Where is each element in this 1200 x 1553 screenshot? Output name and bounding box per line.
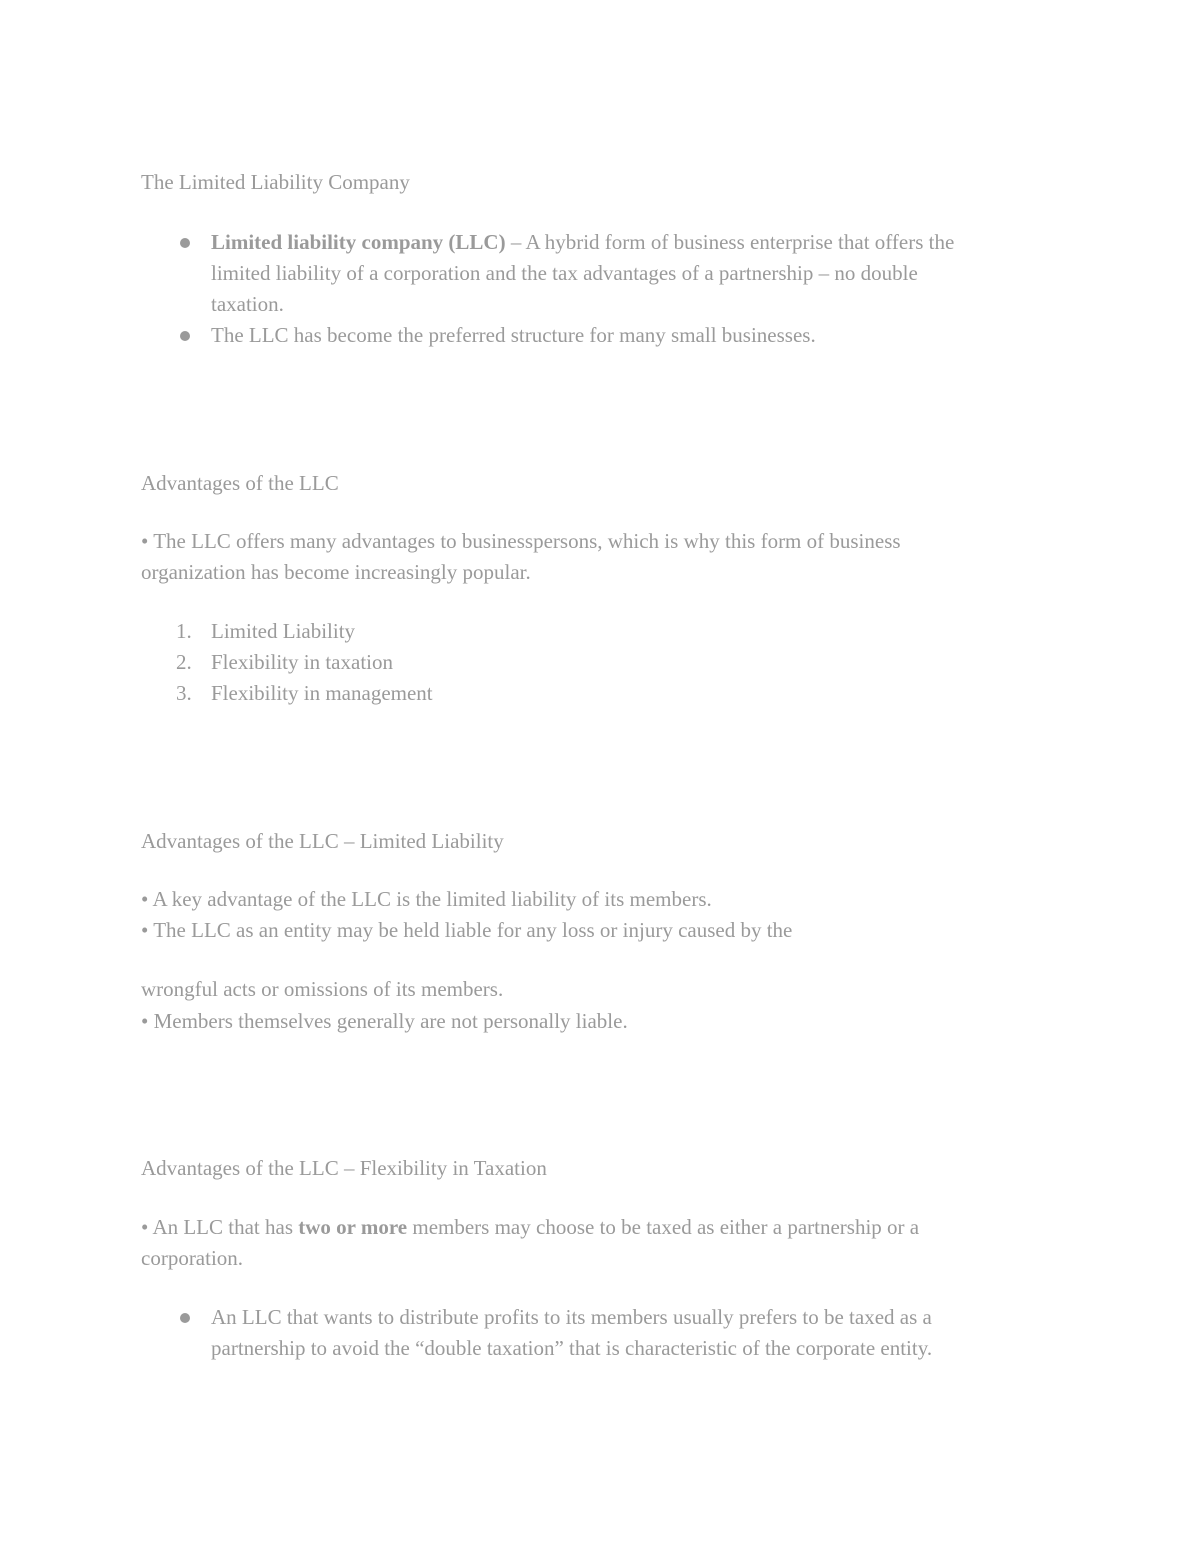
bullet-item-preferred-structure: The LLC has become the preferred structure for many small businesses. xyxy=(211,323,816,347)
section-heading-advantages: Advantages of the LLC xyxy=(141,471,339,495)
list-number: 3. xyxy=(176,681,192,705)
paragraph-line: organization has become increasingly popular. xyxy=(141,560,531,584)
text-run: members may choose to be taxed as either a partnership or a xyxy=(407,1215,920,1239)
paragraph-line: • The LLC as an entity may be held liable for any loss or injury caused by the xyxy=(141,918,793,942)
list-number: 1. xyxy=(176,619,192,643)
bullet-continuation: limited liability of a corporation and the tax advantages of a partnership – no double xyxy=(211,261,918,285)
bullet-text: – A hybrid form of business enterprise that offers the xyxy=(505,230,955,254)
bold-term: Limited liability company (LLC) xyxy=(211,230,506,254)
paragraph-line xyxy=(141,1212,919,1243)
paragraph-line: • The LLC offers many advantages to businesspersons, which is why this form of business xyxy=(141,529,901,553)
paragraph-line: wrongful acts or omissions of its members. xyxy=(141,977,504,1001)
bullet-continuation: partnership to avoid the “double taxation” that is characteristic of the corporate entity. xyxy=(211,1336,933,1360)
list-item: Flexibility in taxation xyxy=(211,650,393,674)
bullet-item-llc-definition xyxy=(211,227,954,258)
bullet-dot-icon xyxy=(180,238,190,248)
paragraph-line: corporation. xyxy=(141,1246,244,1270)
bullet-dot-icon xyxy=(180,331,190,341)
list-number: 2. xyxy=(176,650,192,674)
paragraph-line: • A key advantage of the LLC is the limited liability of its members. xyxy=(141,887,712,911)
list-item: Limited Liability xyxy=(211,619,356,643)
paragraph-line: • Members themselves generally are not personally liable. xyxy=(141,1009,628,1033)
section-heading-flexibility-taxation: Advantages of the LLC – Flexibility in Taxation xyxy=(141,1156,547,1180)
bullet-item-distribute-profits: An LLC that wants to distribute profits to its members usually prefers to be taxed as a xyxy=(211,1305,932,1329)
bold-phrase: two or more xyxy=(298,1215,408,1239)
section-heading-llc: The Limited Liability Company xyxy=(141,170,410,194)
bullet-continuation: taxation. xyxy=(211,292,284,316)
text-run: • An LLC that has xyxy=(141,1215,299,1239)
section-heading-limited-liability: Advantages of the LLC – Limited Liability xyxy=(141,829,504,853)
bullet-dot-icon xyxy=(180,1313,190,1323)
list-item: Flexibility in management xyxy=(211,681,433,705)
